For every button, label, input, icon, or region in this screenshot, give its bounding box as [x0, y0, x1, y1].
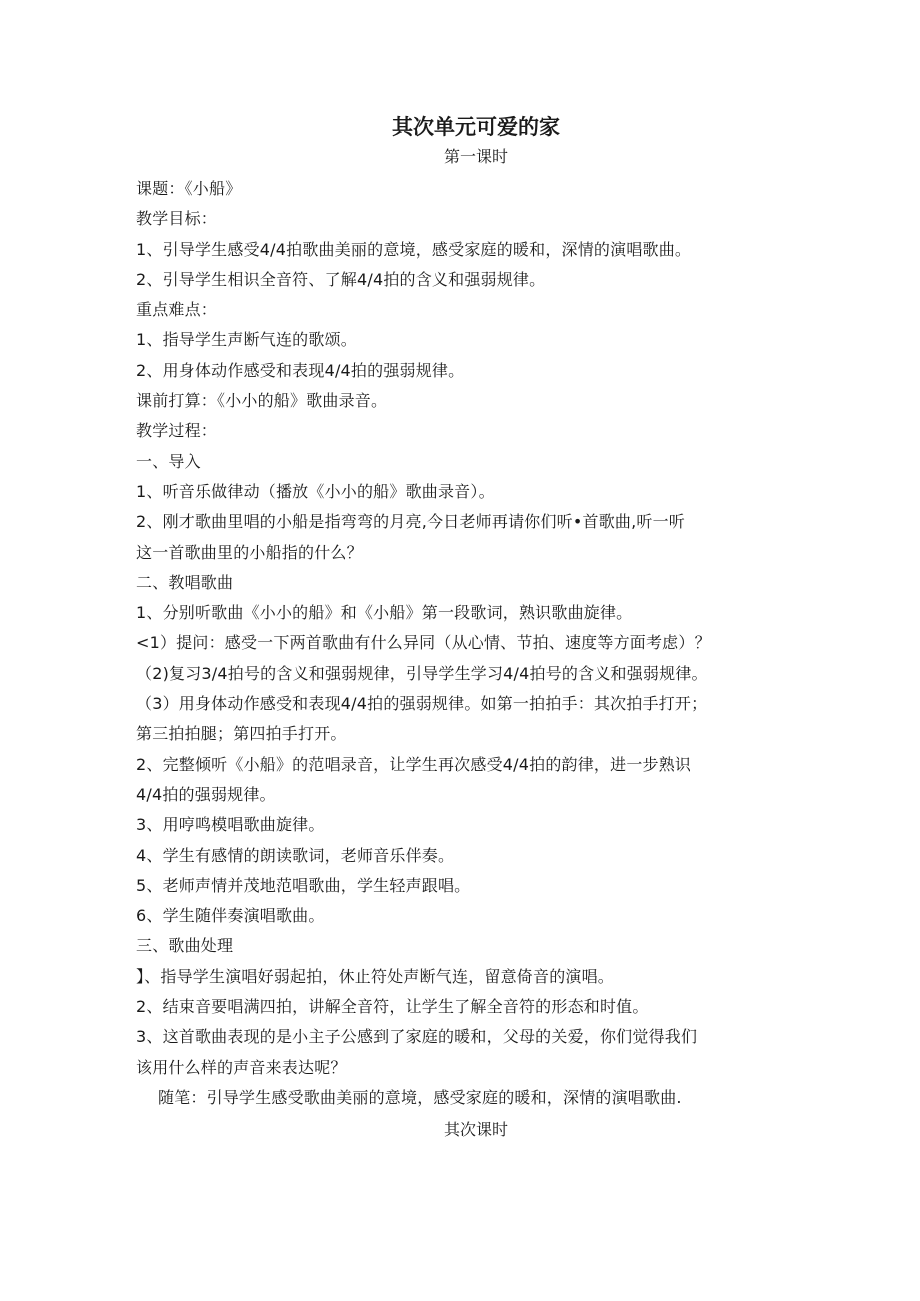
- document-body: [136, 174, 796, 1113]
- text-line: 】、指导学生演唱好弱起拍，休止符处声断气连，留意倚音的演唱。: [136, 966, 615, 986]
- text-line: 一、导入: [136, 451, 201, 471]
- text-line: 2、刚才歌曲里唱的小船是指弯弯的月亮,今日老师再请你们听•首歌曲,听一听: [136, 512, 685, 532]
- text-line: 这一首歌曲里的小船指的什么？: [136, 542, 363, 562]
- text-line: 教学过程：: [136, 421, 218, 441]
- text-line: 2、用身体动作感受和表现4/4拍的强弱规律。: [136, 360, 465, 380]
- text-line: （3）用身体动作感受和表现4/4拍的强弱规律。如第一拍拍手：其次拍手打开；: [136, 694, 708, 714]
- text-line: 三、歌曲处理: [136, 936, 234, 956]
- document-page: [136, 112, 796, 1147]
- text-line: 4/4拍的强弱规律。: [136, 784, 276, 804]
- text-line: 重点难点：: [136, 300, 218, 320]
- text-line: 1、听音乐做律动（播放《小小的船》歌曲录音）。: [136, 481, 495, 501]
- text-line: 1、引导学生感受4/4拍歌曲美丽的意境，感受家庭的暖和，深情的演唱歌曲。: [136, 239, 692, 259]
- text-line: 课前打算：《小小的船》歌曲录音。: [136, 391, 388, 411]
- text-line: 教学目标：: [136, 209, 218, 229]
- document-title: 其次单元可爱的家: [392, 115, 560, 139]
- text-line: 2、引导学生相识全音符、了解4/4拍的含义和强弱规律。: [136, 269, 546, 289]
- text-line: 4、学生有感情的朗读歌词，老师音乐伴奏。: [136, 845, 455, 865]
- text-line: 课题：《小船》: [136, 179, 242, 198]
- text-line: <1）提问：感受一下两首歌曲有什么异同（从心情、节拍、速度等方面考虑）？: [136, 633, 711, 653]
- text-line: 6、学生随伴奏演唱歌曲。: [136, 906, 325, 926]
- text-line: 1、指导学生声断气连的歌颂。: [136, 330, 357, 350]
- notes-line: 随笔：引导学生感受歌曲美丽的意境，感受家庭的暖和，深情的演唱歌曲.: [158, 1087, 682, 1107]
- text-line: 3、用哼鸣模唱歌曲旋律。: [136, 815, 325, 835]
- lesson-subtitle: 第一课时: [443, 147, 508, 166]
- text-line: 3、这首歌曲表现的是小主子公感到了家庭的暖和，父母的关爱，你们觉得我们: [136, 1027, 698, 1047]
- text-line: 二、教唱歌曲: [136, 572, 234, 592]
- text-line: 第三拍拍腿；第四拍手打开。: [136, 724, 347, 744]
- text-line: 1、分别听歌曲《小小的船》和《小船》第一段歌词，熟识歌曲旋律。: [136, 603, 633, 623]
- next-lesson-heading: 其次课时: [443, 1120, 508, 1140]
- text-line: 2、结束音要唱满四拍，讲解全音符，让学生了解全音符的形态和时值。: [136, 997, 649, 1017]
- text-line: 2、完整倾听《小船》的范唱录音，让学生再次感受4/4拍的韵律，进一步熟识: [136, 754, 692, 774]
- text-line: 该用什么样的声音来表达呢？: [136, 1057, 347, 1077]
- text-line: （2)复习3/4拍号的含义和强弱规律，引导学生学习4/4拍号的含义和强弱规律。: [136, 663, 708, 683]
- text-line: 5、老师声情并茂地范唱歌曲，学生轻声跟唱。: [136, 875, 471, 895]
